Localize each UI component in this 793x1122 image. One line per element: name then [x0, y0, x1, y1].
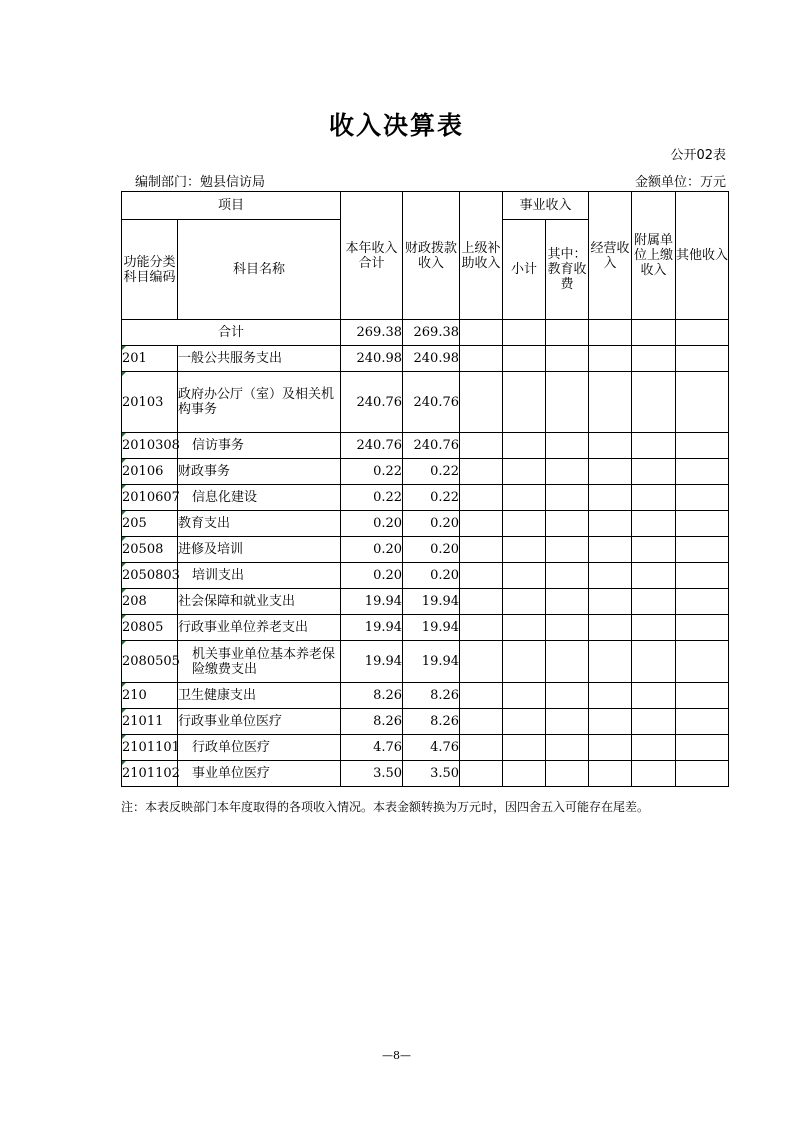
cell-total-income: 240.98 — [341, 346, 403, 372]
department-label: 编制部门：勉县信访局 — [135, 175, 266, 190]
cell-empty — [589, 761, 632, 787]
table-row — [122, 433, 729, 459]
cell-empty — [589, 641, 632, 683]
cell-total-income: 19.94 — [341, 641, 403, 683]
cell-empty — [632, 459, 676, 485]
cell-name: 机关事业单位基本养老保险缴费支出 — [178, 641, 341, 683]
cell-empty — [589, 372, 632, 433]
cell-empty — [632, 589, 676, 615]
cell-code: 20805 — [122, 615, 178, 641]
cell-empty — [676, 372, 729, 433]
cell-empty — [632, 372, 676, 433]
cell-empty — [503, 346, 546, 372]
cell-total-income: 8.26 — [341, 683, 403, 709]
cell-empty — [546, 615, 589, 641]
cell-code: 2010607 — [122, 485, 178, 511]
cell-empty — [460, 615, 503, 641]
cell-code: 2080505 — [122, 641, 178, 683]
cell-empty — [676, 459, 729, 485]
cell-empty — [632, 641, 676, 683]
cell-empty — [503, 320, 546, 346]
cell-total-income: 8.26 — [341, 709, 403, 735]
header-project: 项目 — [122, 192, 341, 220]
cell-empty — [460, 563, 503, 589]
cell-empty — [676, 615, 729, 641]
cell-name: 社会保障和就业支出 — [178, 589, 341, 615]
total-label: 合计 — [122, 320, 341, 346]
cell-empty — [546, 563, 589, 589]
cell-code: 208 — [122, 589, 178, 615]
cell-empty — [503, 709, 546, 735]
cell-empty — [460, 641, 503, 683]
table-row — [122, 511, 729, 537]
cell-empty — [589, 735, 632, 761]
cell-empty — [503, 589, 546, 615]
cell-fiscal: 0.20 — [403, 563, 460, 589]
cell-total-income: 3.50 — [341, 761, 403, 787]
table-row — [122, 589, 729, 615]
form-number: 公开02表 — [670, 148, 726, 163]
header-fiscal: 财政拨款收入 — [403, 192, 460, 320]
cell-empty — [676, 511, 729, 537]
table-row — [122, 485, 729, 511]
cell-fiscal: 0.22 — [403, 459, 460, 485]
table-row — [122, 615, 729, 641]
cell-empty — [546, 320, 589, 346]
table-row — [122, 735, 729, 761]
cell-empty — [460, 761, 503, 787]
cell-empty — [676, 537, 729, 563]
cell-empty — [546, 346, 589, 372]
cell-empty — [460, 372, 503, 433]
cell-total-income: 19.94 — [341, 615, 403, 641]
header-total-income: 本年收入合计 — [341, 192, 403, 320]
cell-empty — [676, 320, 729, 346]
cell-empty — [632, 735, 676, 761]
table-row — [122, 459, 729, 485]
cell-name: 信息化建设 — [178, 485, 341, 511]
cell-empty — [460, 320, 503, 346]
cell-name: 财政事务 — [178, 459, 341, 485]
cell-empty — [460, 433, 503, 459]
cell-empty — [503, 641, 546, 683]
table-row — [122, 563, 729, 589]
cell-empty — [460, 537, 503, 563]
cell-name: 行政事业单位医疗 — [178, 709, 341, 735]
table-row — [122, 537, 729, 563]
cell-name: 事业单位医疗 — [178, 761, 341, 787]
cell-empty — [632, 615, 676, 641]
cell-empty — [632, 563, 676, 589]
table-row — [122, 346, 729, 372]
cell-empty — [632, 709, 676, 735]
cell-code: 205 — [122, 511, 178, 537]
cell-fiscal: 19.94 — [403, 641, 460, 683]
cell-empty — [676, 433, 729, 459]
cell-fiscal: 0.22 — [403, 485, 460, 511]
cell-empty — [503, 433, 546, 459]
cell-empty — [589, 485, 632, 511]
cell-fiscal: 19.94 — [403, 615, 460, 641]
header-operating: 经营收入 — [589, 192, 632, 320]
cell-empty — [546, 511, 589, 537]
header-business-income: 事业收入 — [503, 192, 589, 220]
header-subject-name: 科目名称 — [178, 220, 341, 320]
cell-total-income: 269.38 — [341, 320, 403, 346]
cell-code: 201 — [122, 346, 178, 372]
cell-empty — [589, 709, 632, 735]
cell-empty — [460, 511, 503, 537]
cell-code: 21011 — [122, 709, 178, 735]
cell-empty — [460, 735, 503, 761]
cell-name: 卫生健康支出 — [178, 683, 341, 709]
cell-empty — [589, 511, 632, 537]
table-row — [122, 709, 729, 735]
cell-name: 信访事务 — [178, 433, 341, 459]
cell-code: 2101102 — [122, 761, 178, 787]
cell-total-income: 0.22 — [341, 485, 403, 511]
cell-empty — [632, 433, 676, 459]
cell-empty — [546, 735, 589, 761]
cell-empty — [676, 346, 729, 372]
cell-name: 政府办公厅（室）及相关机构事务 — [178, 372, 341, 433]
cell-empty — [632, 511, 676, 537]
cell-empty — [503, 615, 546, 641]
cell-fiscal: 4.76 — [403, 735, 460, 761]
cell-code: 20106 — [122, 459, 178, 485]
cell-empty — [632, 761, 676, 787]
income-table — [121, 191, 729, 787]
cell-empty — [503, 372, 546, 433]
cell-empty — [589, 537, 632, 563]
table-row — [122, 683, 729, 709]
cell-empty — [460, 485, 503, 511]
cell-empty — [503, 563, 546, 589]
cell-name: 行政事业单位养老支出 — [178, 615, 341, 641]
table-row-total — [122, 320, 729, 346]
cell-empty — [546, 372, 589, 433]
cell-empty — [589, 433, 632, 459]
cell-fiscal: 0.20 — [403, 511, 460, 537]
cell-empty — [676, 589, 729, 615]
cell-fiscal: 240.76 — [403, 372, 460, 433]
cell-empty — [589, 683, 632, 709]
cell-empty — [676, 735, 729, 761]
cell-empty — [632, 537, 676, 563]
cell-code: 20508 — [122, 537, 178, 563]
cell-fiscal: 8.26 — [403, 709, 460, 735]
cell-code: 20103 — [122, 372, 178, 433]
cell-empty — [503, 459, 546, 485]
header-superior: 上级补助收入 — [460, 192, 503, 320]
table-row — [122, 761, 729, 787]
table-row — [122, 641, 729, 683]
cell-empty — [632, 320, 676, 346]
header-subtotal: 小计 — [503, 220, 546, 320]
cell-name: 培训支出 — [178, 563, 341, 589]
cell-empty — [589, 346, 632, 372]
cell-empty — [632, 485, 676, 511]
cell-empty — [589, 563, 632, 589]
cell-name: 行政单位医疗 — [178, 735, 341, 761]
cell-fiscal: 3.50 — [403, 761, 460, 787]
cell-empty — [676, 761, 729, 787]
cell-total-income: 0.20 — [341, 537, 403, 563]
cell-fiscal: 8.26 — [403, 683, 460, 709]
cell-total-income: 0.20 — [341, 511, 403, 537]
cell-name: 一般公共服务支出 — [178, 346, 341, 372]
cell-empty — [546, 459, 589, 485]
header-other: 其他收入 — [676, 192, 729, 320]
cell-empty — [503, 761, 546, 787]
cell-empty — [503, 683, 546, 709]
cell-empty — [546, 433, 589, 459]
cell-total-income: 240.76 — [341, 433, 403, 459]
cell-empty — [503, 537, 546, 563]
cell-empty — [676, 709, 729, 735]
cell-empty — [632, 683, 676, 709]
cell-code: 2050803 — [122, 563, 178, 589]
header-affiliated: 附属单位上缴收入 — [632, 192, 676, 320]
cell-code: 2010308 — [122, 433, 178, 459]
cell-empty — [589, 615, 632, 641]
cell-empty — [546, 537, 589, 563]
cell-fiscal: 19.94 — [403, 589, 460, 615]
cell-empty — [460, 589, 503, 615]
header-func-code: 功能分类科目编码 — [122, 220, 178, 320]
page-title: 收入决算表 — [328, 111, 464, 140]
cell-empty — [503, 511, 546, 537]
cell-empty — [676, 485, 729, 511]
header-edu-fee: 其中：教育收费 — [546, 220, 589, 320]
cell-empty — [503, 485, 546, 511]
cell-empty — [460, 683, 503, 709]
cell-total-income: 0.20 — [341, 563, 403, 589]
footnote: 注：本表反映部门本年度取得的各项收入情况。本表金额转换为万元时，因四舍五入可能存在尾差。 — [121, 800, 650, 814]
cell-total-income: 0.22 — [341, 459, 403, 485]
cell-empty — [546, 589, 589, 615]
cell-empty — [460, 459, 503, 485]
cell-empty — [546, 485, 589, 511]
cell-fiscal: 240.98 — [403, 346, 460, 372]
cell-name: 进修及培训 — [178, 537, 341, 563]
cell-code: 210 — [122, 683, 178, 709]
cell-empty — [632, 346, 676, 372]
cell-empty — [503, 735, 546, 761]
cell-empty — [676, 563, 729, 589]
cell-total-income: 19.94 — [341, 589, 403, 615]
amount-unit-label: 金额单位：万元 — [634, 175, 726, 190]
cell-empty — [460, 346, 503, 372]
page-number: —8— — [382, 1049, 411, 1062]
cell-empty — [589, 320, 632, 346]
table-row — [122, 372, 729, 433]
cell-fiscal: 240.76 — [403, 433, 460, 459]
cell-total-income: 4.76 — [341, 735, 403, 761]
cell-name: 教育支出 — [178, 511, 341, 537]
cell-fiscal: 0.20 — [403, 537, 460, 563]
cell-empty — [546, 683, 589, 709]
cell-code: 2101101 — [122, 735, 178, 761]
cell-fiscal: 269.38 — [403, 320, 460, 346]
cell-empty — [589, 459, 632, 485]
cell-empty — [589, 589, 632, 615]
cell-empty — [546, 641, 589, 683]
cell-empty — [546, 761, 589, 787]
cell-empty — [676, 641, 729, 683]
cell-empty — [546, 709, 589, 735]
cell-total-income: 240.76 — [341, 372, 403, 433]
cell-empty — [460, 709, 503, 735]
cell-empty — [676, 683, 729, 709]
